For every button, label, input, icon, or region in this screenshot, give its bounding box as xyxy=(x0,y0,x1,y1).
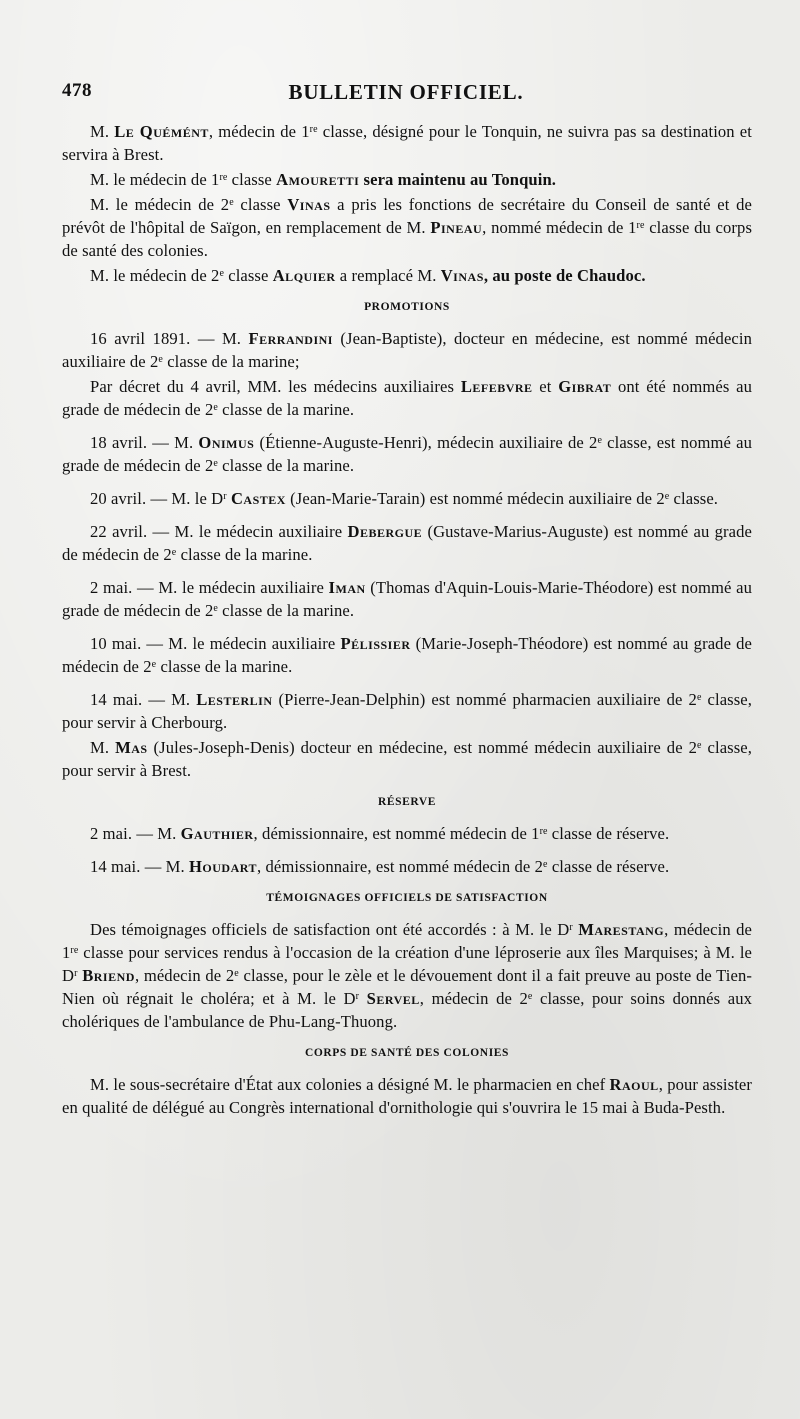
person-name: Le Quémént xyxy=(114,122,209,141)
running-title: BULLETIN OFFICIEL. xyxy=(288,80,524,104)
paragraph-ferrandini: 16 avril 1891. — M. Ferrandini (Jean-Baptiste), docteur en médecine, est nommé médecin auxiliaire de 2e classe de la marine; xyxy=(62,329,752,371)
section-title-promotions: PROMOTIONS xyxy=(364,301,450,313)
person-name: Marestang xyxy=(578,920,665,939)
person-name: Gauthier xyxy=(180,824,254,843)
person-name: Alquier xyxy=(272,266,336,285)
paragraph-lefebvre-gibrat: Par décret du 4 avril, MM. les médecins auxiliaires Lefebvre et Gibrat ont été nommés au grade de médecin de 2e classe de la marine. xyxy=(62,377,752,419)
section-title-temoignages: TÉMOIGNAGES OFFICIELS DE SATISFACTION xyxy=(266,892,548,904)
page-number: 478 xyxy=(62,80,92,101)
page-header xyxy=(62,80,750,106)
person-name: Raoul xyxy=(609,1075,659,1094)
person-name: Lesterlin xyxy=(196,690,273,709)
person-name: Onimus xyxy=(198,433,255,452)
person-name: Servel xyxy=(366,989,420,1008)
person-name: Briend xyxy=(82,966,135,985)
paragraph-raoul: M. le sous-secrétaire d'État aux colonies a désigné M. le pharmacien en chef Raoul, pour assister en qualité de délégué au Congrès international d'ornithologie qui s'ouvrira le 15 mai à Buda-Pesth. xyxy=(62,1075,752,1117)
paragraph-onimus: 18 avril. — M. Onimus (Étienne-Auguste-Henri), médecin auxiliaire de 2e classe, est nommé au grade de médecin de 2e classe de la marine. xyxy=(62,433,752,475)
paragraph-pelissier: 10 mai. — M. le médecin auxiliaire Pélissier (Marie-Joseph-Théodore) est nommé au grade de médecin de 2e classe de la marine. xyxy=(62,634,752,676)
person-name: Houdart xyxy=(189,857,258,876)
person-name: Debergue xyxy=(347,522,423,541)
person-name: Lefebvre xyxy=(460,377,533,396)
person-name: Mas xyxy=(115,738,148,757)
person-name: Ferrandini xyxy=(248,329,333,348)
paragraph-temoignages: Des témoignages officiels de satisfaction ont été accordés : à M. le $D^r$ Marestang, médecin de 1re classe pour services rendus à l'occasion de la création d'une léproserie aux îles Marquises; à M. le $D^r$ Briend, médecin de 2e classe, pour le zèle et le dévouement dont il a fait preuve au poste de Tien-Nien où régnait le choléra; et à M. le $D^r$ Servel, médecin de 2e classe, pour soins donnés aux cholériques de l'ambulance de Phu-Lang-Thuong. xyxy=(62,920,753,1031)
person-name: Pélissier xyxy=(340,634,411,653)
person-name: Castex xyxy=(230,489,286,508)
person-name: Iman xyxy=(328,578,366,597)
person-name: Pineau xyxy=(430,218,483,237)
paragraph-amouretti: M. le médecin de 1re classe Amouretti sera maintenu au Tonquin. xyxy=(90,170,557,189)
person-name: Vinas xyxy=(287,195,331,214)
document-body xyxy=(62,120,752,1129)
person-name: Gibrat xyxy=(558,377,612,396)
section-title-reserve: RÉSERVE xyxy=(377,796,437,808)
paragraph-houdart: 14 mai. — M. Houdart, démissionnaire, est nommé médecin de 2e classe de réserve. xyxy=(90,857,670,876)
section-title-corps-de-sante: CORPS DE SANTÉ DES COLONIES xyxy=(304,1047,510,1059)
paragraph-mas: M. Mas (Jules-Joseph-Denis) docteur en médecine, est nommé médecin auxiliaire de 2e classe, pour servir à Brest. xyxy=(62,738,752,780)
person-name: Amouretti xyxy=(276,170,360,189)
person-name: Vinas xyxy=(440,266,484,285)
paragraph-castex: 20 avril. — M. le $D^r$ Castex (Jean-Marie-Tarain) est nommé médecin auxiliaire de 2e classe. xyxy=(90,489,719,508)
paragraph-vinas: M. le médecin de 2e classe Vinas a pris les fonctions de secrétaire du Conseil de santé et de prévôt de l'hôpital de Saïgon, en remplacement de M. Pineau, nommé médecin de 1re classe du corps de santé des colonies. xyxy=(62,195,752,260)
paragraph-iman: 2 mai. — M. le médecin auxiliaire Iman (Thomas d'Aquin-Louis-Marie-Théodore) est nommé au grade de médecin de 2e classe de la marine. xyxy=(62,578,752,620)
paragraph-alquier: M. le médecin de 2e classe Alquier a remplacé M. Vinas, au poste de Chaudoc. xyxy=(90,266,646,285)
paragraph-gauthier: 2 mai. — M. Gauthier, démissionnaire, est nommé médecin de 1re classe de réserve. xyxy=(90,824,670,843)
paragraph-lesterlin: 14 mai. — M. Lesterlin (Pierre-Jean-Delphin) est nommé pharmacien auxiliaire de 2e classe, pour servir à Cherbourg. xyxy=(62,690,753,732)
paragraph-le-quement: M. Le Quémént, médecin de 1re classe, désigné pour le Tonquin, ne suivra pas sa destination et servira à Brest. xyxy=(62,122,752,164)
paragraph-debergue: 22 avril. — M. le médecin auxiliaire Debergue (Gustave-Marius-Auguste) est nommé au grade de médecin de 2e classe de la marine. xyxy=(62,522,752,564)
